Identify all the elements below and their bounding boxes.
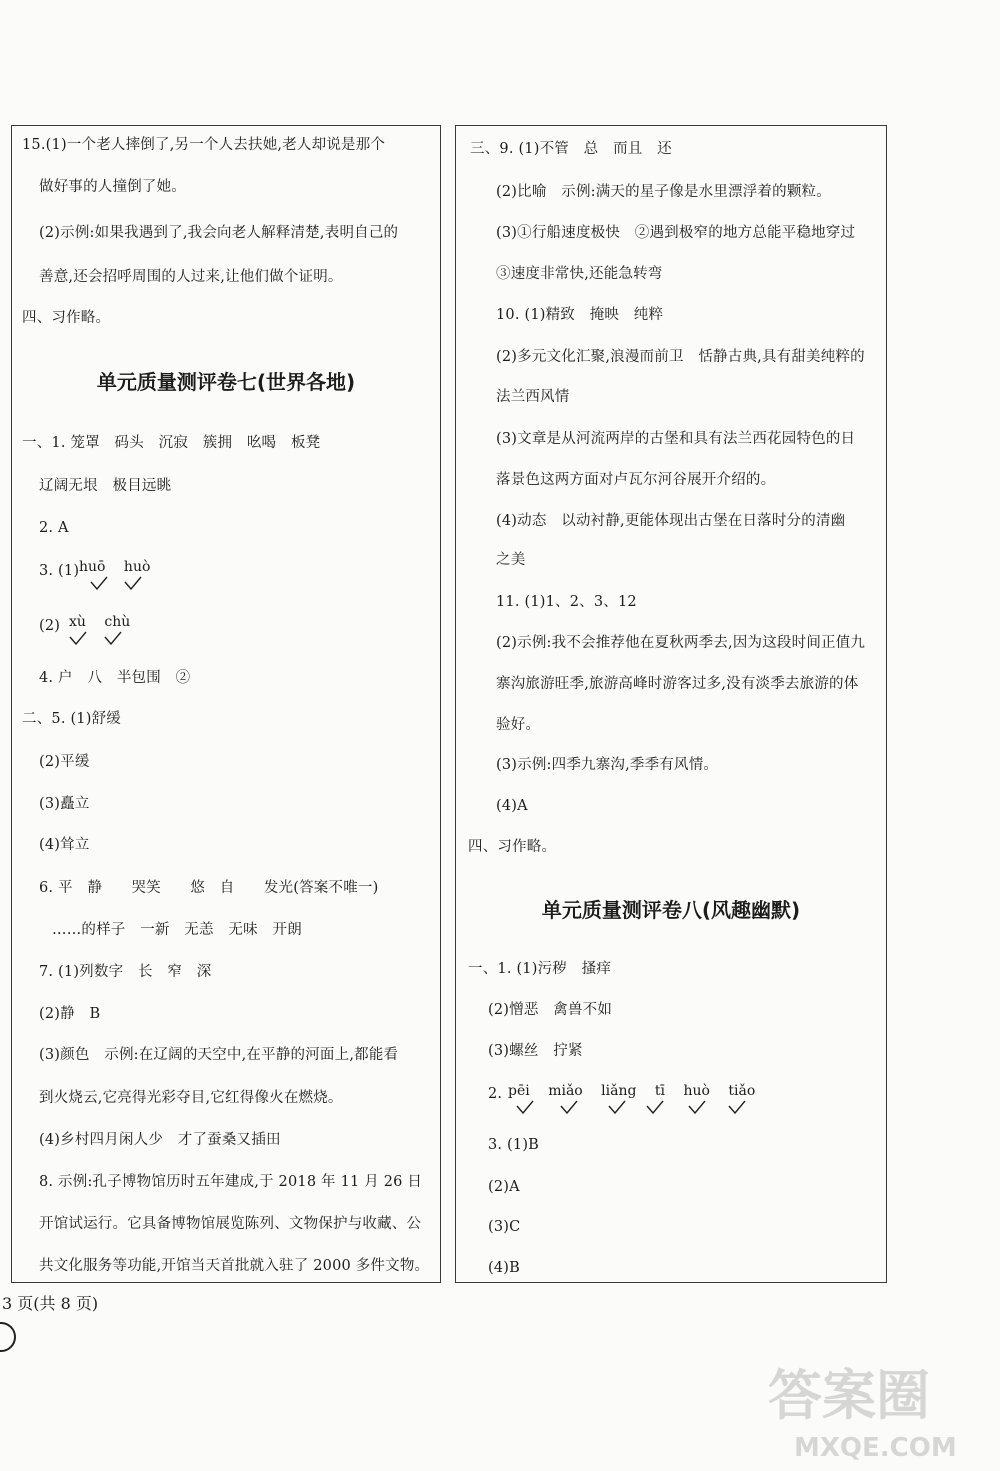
text-line: (3)①行船速度极快 ②遇到极窄的地方总能平稳地穿过 xyxy=(496,225,856,241)
pinyin: liǎng xyxy=(601,1083,637,1099)
text-line: (4)B xyxy=(488,1260,520,1276)
text-line: (2)平缓 xyxy=(39,754,90,770)
check-mark-icon xyxy=(728,1100,746,1114)
text-line: 10. (1)精致 掩映 纯粹 xyxy=(496,307,664,323)
pinyin: tī xyxy=(654,1083,666,1099)
text-line: 三、9. (1)不管 总 而且 还 xyxy=(470,141,672,157)
svg-text:答案圈: 答案圈 xyxy=(768,1364,930,1427)
check-mark-icon xyxy=(90,576,108,590)
text-line: (3)颜色 示例:在辽阔的天空中,在平静的河面上,都能看 xyxy=(39,1047,399,1063)
text-line: 四、习作略。 xyxy=(22,310,111,326)
text-line: 一、1. (1)污秽 搔痒 xyxy=(468,961,612,977)
pinyin: xù xyxy=(69,614,86,630)
text-line: 15.(1)一个老人摔倒了,另一个人去扶她,老人却说是那个 xyxy=(22,137,386,153)
text-line: 做好事的人撞倒了她。 xyxy=(39,179,186,195)
check-mark-icon xyxy=(608,1100,626,1114)
svg-text:MXQE.COM: MXQE.COM xyxy=(794,1433,957,1463)
text-line: 2. xyxy=(488,1086,503,1102)
text-line: (3)示例:四季九寨沟,季季有风情。 xyxy=(496,757,719,773)
text-line: (4)乡村四月闲人少 才了蚕桑又插田 xyxy=(39,1132,281,1148)
text-line: (4)A xyxy=(496,798,528,814)
pinyin: huō xyxy=(79,559,106,575)
text-line: 3. (1)B xyxy=(488,1137,540,1153)
pinyin-group xyxy=(508,1083,769,1099)
text-line: (2)憎恶 禽兽不如 xyxy=(488,1002,613,1018)
text-line: 11. (1)1、2、3、12 xyxy=(496,594,637,610)
check-mark-icon xyxy=(124,576,142,590)
check-mark-icon xyxy=(69,631,87,645)
text-line: 共文化服务等功能,开馆当天首批就入驻了 2000 多件文物。 xyxy=(39,1258,430,1274)
text-line: 3. (1) xyxy=(39,563,80,579)
text-line: 8. 示例:孔子博物馆历时五年建成,于 2018 年 11 月 26 日 xyxy=(39,1174,423,1190)
text-line: (2)多元文化汇聚,浪漫而前卫 恬静古典,具有甜美纯粹的 xyxy=(496,349,865,365)
text-line: 开馆试运行。它具备博物馆展览陈列、文物保护与收藏、公 xyxy=(39,1216,422,1232)
text-line: (2)比喻 示例:满天的星子像是水里漂浮着的颗粒。 xyxy=(496,184,831,200)
text-line: 验好。 xyxy=(496,717,541,733)
right-answer-column xyxy=(455,125,887,1283)
text-line: (3)文章是从河流两岸的古堡和具有法兰西花园特色的日 xyxy=(496,431,856,447)
text-line: (2) xyxy=(39,618,61,634)
text-line: 辽阔无垠 极目远眺 xyxy=(39,478,172,494)
text-line: (3)C xyxy=(488,1219,521,1235)
pinyin-group xyxy=(79,559,164,575)
text-line: 寨沟旅游旺季,旅游高峰时游客过多,没有淡季去旅游的体 xyxy=(496,676,859,692)
section-title: 单元质量测评卷七(世界各地) xyxy=(96,370,356,394)
text-line: 二、5. (1)舒缓 xyxy=(22,711,121,727)
check-mark-icon xyxy=(646,1100,664,1114)
pinyin: huò xyxy=(123,559,151,575)
pinyin-group xyxy=(69,614,144,630)
text-line: (2)示例:如果我遇到了,我会向老人解释清楚,表明自己的 xyxy=(39,225,399,241)
page-number: 3 页(共 8 页) xyxy=(2,1294,99,1313)
check-mark-icon xyxy=(688,1100,706,1114)
text-line: (2)A xyxy=(488,1179,520,1195)
page-corner-circle-icon xyxy=(0,1322,16,1352)
text-line: 2. A xyxy=(39,520,69,536)
text-line: 一、1. 笼罩 码头 沉寂 簇拥 吆喝 板凳 xyxy=(22,435,321,451)
pinyin: tiǎo xyxy=(728,1083,756,1099)
pinyin: huò xyxy=(683,1083,710,1099)
watermark-logo-icon xyxy=(760,1352,995,1467)
check-mark-icon xyxy=(560,1100,578,1114)
pinyin: chù xyxy=(104,614,131,630)
text-line: 4. 户 八 半包围 ② xyxy=(39,670,191,686)
text-line: (4)动态 以动衬静,更能体现出古堡在日落时分的清幽 xyxy=(496,513,846,529)
left-answer-column xyxy=(11,125,441,1283)
text-line: 之美 xyxy=(496,552,526,568)
pinyin: pēi xyxy=(508,1083,530,1099)
text-line: (3)螺丝 拧紧 xyxy=(488,1043,583,1059)
check-mark-icon xyxy=(516,1100,534,1114)
text-line: 四、习作略。 xyxy=(468,839,557,855)
text-line: ③速度非常快,还能急转弯 xyxy=(496,266,663,282)
text-line: 7. (1)列数字 长 窄 深 xyxy=(39,964,212,980)
text-line: ……的样子 一新 无恙 无味 开朗 xyxy=(52,922,302,938)
check-mark-icon xyxy=(104,631,122,645)
text-line: 法兰西风情 xyxy=(496,389,570,405)
text-line: 6. 平 静 哭笑 悠 自 发光(答案不唯一) xyxy=(39,880,379,896)
text-line: 到火烧云,它亮得光彩夺目,它红得像火在燃烧。 xyxy=(39,1090,343,1106)
section-title: 单元质量测评卷八(风趣幽默) xyxy=(541,898,801,922)
text-line: (4)耸立 xyxy=(39,837,90,853)
text-line: 善意,还会招呼周围的人过来,让他们做个证明。 xyxy=(39,269,343,285)
text-line: (3)矗立 xyxy=(39,796,90,812)
text-line: (2)静 B xyxy=(39,1006,101,1022)
text-line: 落景色这两方面对卢瓦尔河谷展开介绍的。 xyxy=(496,472,776,488)
pinyin: miǎo xyxy=(548,1083,583,1099)
text-line: (2)示例:我不会推荐他在夏秋两季去,因为这段时间正值九 xyxy=(496,635,866,651)
